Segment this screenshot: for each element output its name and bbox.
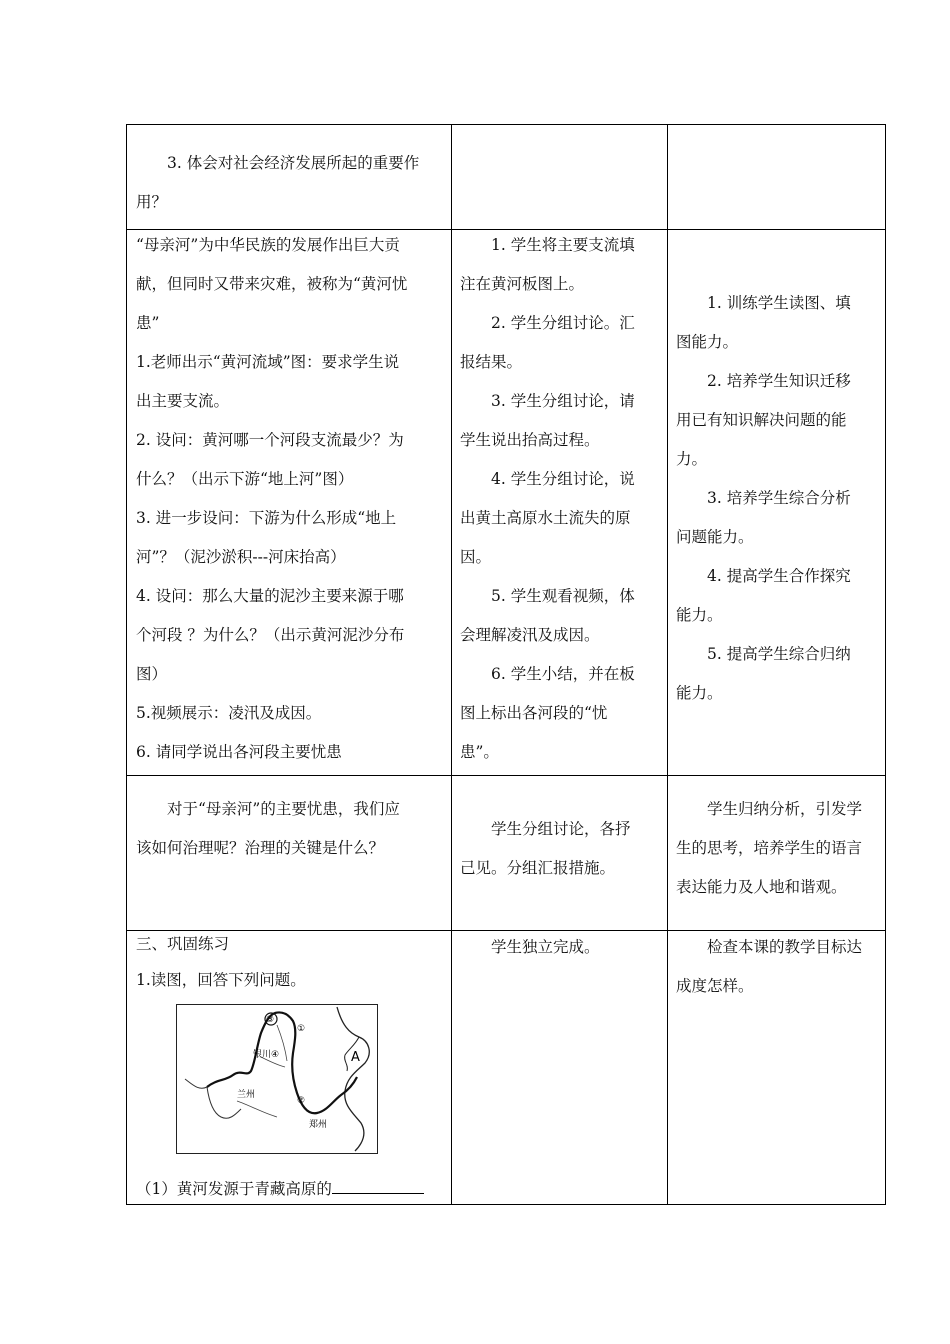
row3-teacher-activity-cell	[136, 790, 448, 868]
text-line: 学生归纳分析，引发学	[707, 800, 863, 818]
text-line: 3. 体会对社会经济发展所起的重要作	[167, 154, 420, 172]
text-line: 什么？（出示下游“地上河”图）	[136, 470, 354, 488]
row3-student-activity-cell	[460, 810, 660, 888]
text-line: 学生分组讨论，各抒	[491, 820, 631, 838]
yellow-river-map	[176, 1004, 378, 1154]
column-divider	[667, 124, 668, 1205]
text-line: 1. 训练学生读图、填	[707, 294, 851, 312]
map-label: 银川	[253, 1050, 272, 1060]
row4-exercise-cell	[136, 926, 448, 998]
text-line: 3. 进一步设问：下游为什么形成“地上	[136, 509, 397, 527]
text-line: 学生独立完成。	[491, 938, 600, 956]
map-label: 兰州	[237, 1090, 256, 1100]
text-line: 注在黄河板图上。	[460, 275, 585, 293]
text-line: 6. 学生小结，并在板	[491, 665, 635, 683]
table-border-right	[885, 124, 886, 1205]
text-line: 2. 学生分组讨论。汇	[491, 314, 635, 332]
map-drawing	[177, 1005, 377, 1153]
text-line: 会理解凌汛及成因。	[460, 626, 600, 644]
text-line: 用已有知识解决问题的能	[676, 411, 847, 429]
table-border-top	[126, 124, 886, 125]
row-divider	[126, 775, 886, 776]
text-line: 献，但同时又带来灾难，被称为“黄河忧	[136, 275, 408, 293]
row4-student-activity-cell	[460, 928, 660, 967]
text-line: 个河段 ？为什么？（出示黄河泥沙分布	[136, 626, 405, 644]
text-line: 出黄土高原水土流失的原	[460, 509, 631, 527]
text-line: 能力。	[676, 684, 723, 702]
map-label: ②	[297, 1096, 306, 1106]
text-line: 对于“母亲河”的主要忧患，我们应	[167, 800, 400, 818]
text-line: 报结果。	[460, 353, 523, 371]
row1-activity-cell	[136, 144, 446, 222]
text-line: 图能力。	[676, 333, 739, 351]
column-divider	[451, 124, 452, 1205]
section-heading: 三、巩固练习	[136, 935, 230, 953]
row4-subquestion	[136, 1174, 448, 1204]
text-line: 出主要支流。	[136, 392, 230, 410]
text-line: 4. 设问：那么大量的泥沙主要来源于哪	[136, 587, 404, 605]
text-line: 3. 培养学生综合分析	[707, 489, 851, 507]
question-text: （1）黄河发源于青藏高原的	[136, 1180, 332, 1198]
text-line: 生的思考，培养学生的语言	[676, 839, 863, 857]
text-line: 4. 学生分组讨论，说	[491, 470, 635, 488]
text-line: 患”	[136, 314, 160, 332]
text-line: 己见。分组汇报措施。	[460, 859, 616, 877]
row2-student-activity-cell	[460, 226, 660, 772]
map-label: 郑州	[309, 1120, 328, 1130]
text-line: 3. 学生分组讨论，请	[491, 392, 635, 410]
map-label: ③	[266, 1015, 275, 1025]
text-line: 学生说出抬高过程。	[460, 431, 600, 449]
text-line: 该如何治理呢？治理的关键是什么？	[136, 839, 385, 857]
text-line: 图）	[136, 665, 168, 683]
text-line: 图上标出各河段的“忧	[460, 704, 608, 722]
text-line: 2. 设问：黄河哪一个河段支流最少？为	[136, 431, 404, 449]
text-line: 力。	[676, 450, 708, 468]
row2-design-intent-cell	[676, 284, 881, 713]
text-line: 1.老师出示“黄河流域”图：要求学生说	[136, 353, 400, 371]
text-line: 5. 学生观看视频，体	[491, 587, 635, 605]
lesson-plan-table	[126, 124, 886, 1205]
text-line: 河”？（泥沙淤积---河床抬高）	[136, 548, 346, 566]
text-line: 能力。	[676, 606, 723, 624]
text-line: 1. 学生将主要支流填	[491, 236, 635, 254]
map-label: ①	[297, 1024, 306, 1034]
text-line: 5. 提高学生综合归纳	[707, 645, 851, 663]
row4-design-intent-cell	[676, 928, 881, 1006]
text-line: 检查本课的教学目标达	[707, 938, 863, 956]
text-line: 6. 请同学说出各河段主要忧患	[136, 743, 342, 761]
question-text: 1.读图，回答下列问题。	[136, 971, 306, 989]
row3-design-intent-cell	[676, 790, 881, 907]
row2-teacher-activity-cell	[136, 226, 448, 772]
text-line: 5.视频展示：凌汛及成因。	[136, 704, 322, 722]
text-line: 成度怎样。	[676, 977, 754, 995]
map-label: ④	[271, 1050, 280, 1060]
text-line: “母亲河”为中华民族的发展作出巨大贡	[136, 236, 400, 254]
text-line: 因。	[460, 548, 492, 566]
map-label: A	[351, 1050, 360, 1065]
text-line: 表达能力及人地和谐观。	[676, 878, 847, 896]
answer-blank[interactable]	[332, 1177, 424, 1194]
text-line: 4. 提高学生合作探究	[707, 567, 851, 585]
text-line: 患”。	[460, 743, 499, 761]
text-line: 用？	[136, 193, 168, 211]
text-line: 问题能力。	[676, 528, 754, 546]
table-border-left	[126, 124, 127, 1205]
text-line: 2. 培养学生知识迁移	[707, 372, 851, 390]
table-border-bottom	[126, 1204, 886, 1205]
